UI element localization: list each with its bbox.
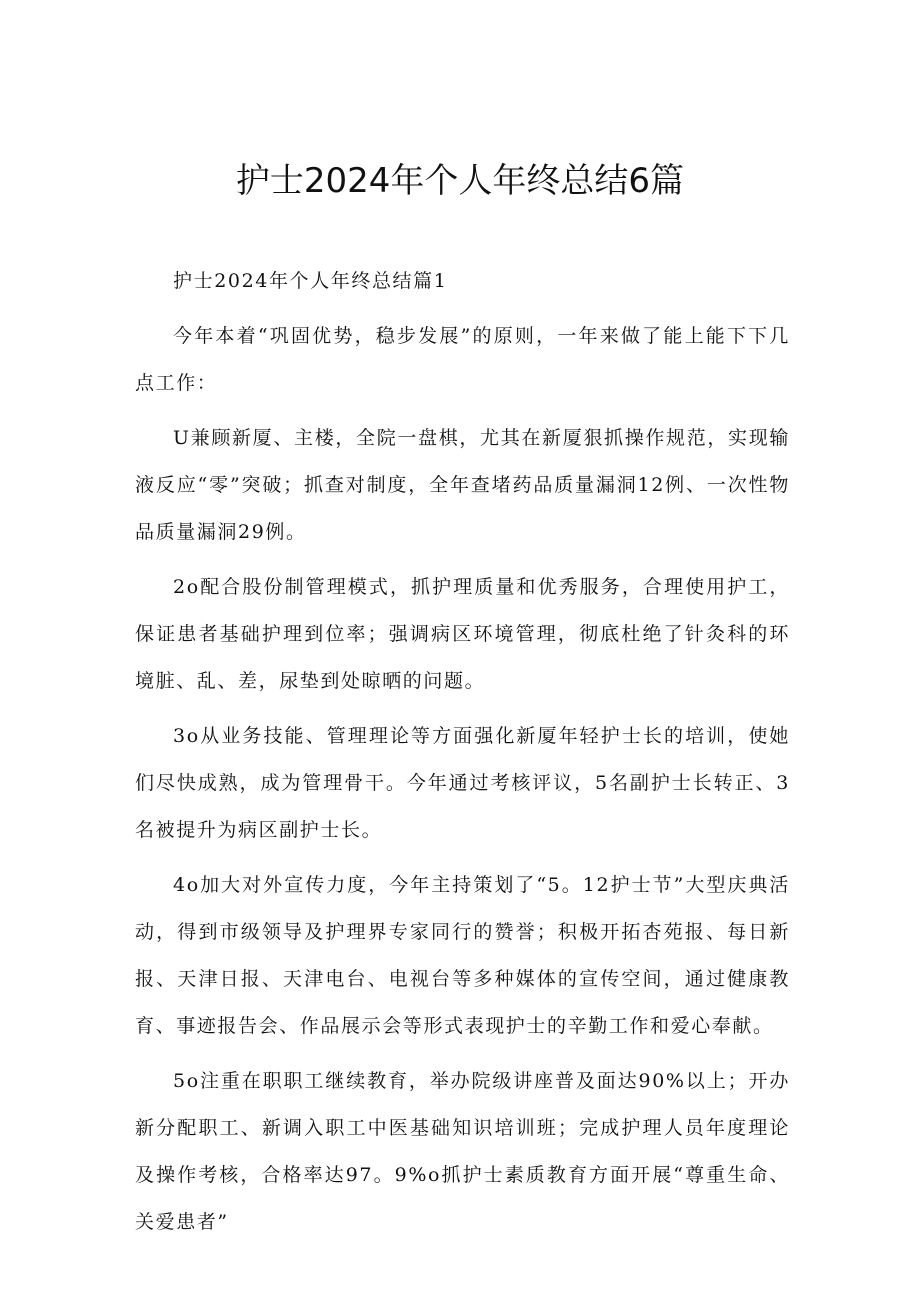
paragraph-item-5: 5o注重在职职工继续教育，举办院级讲座普及面达90%以上；开办新分配职工、新调入职工中医基础知识培训班；完成护理人员年度理论及操作考核，合格率达97。9%o抓护士素质教育方面开展“尊重生命、关爱患者” bbox=[135, 1070, 790, 1233]
paragraph-item-4: 4o加大对外宣传力度，今年主持策划了“5。12护士节”大型庆典活动，得到市级领导及护理界专家同行的赞誉；积极开拓杏苑报、每日新报、天津日报、天津电台、电视台等多种媒体的宣传空间，通过健康教育、事迹报告会、作品展示会等形式表现护士的辛勤工作和爱心奉献。 bbox=[135, 874, 790, 1037]
paragraph-item-1: U兼顾新厦、主楼，全院一盘棋，尤其在新厦狠抓操作规范，实现输液反应“零”突破；抓查对制度，全年查堵药品质量漏洞12例、一次性物品质量漏洞29例。 bbox=[135, 427, 790, 543]
paragraph-item-2: 2o配合股份制管理模式，抓护理质量和优秀服务，合理使用护工，保证患者基础护理到位率；强调病区环境管理，彻底杜绝了针灸科的环境脏、乱、差，尿垫到处晾晒的问题。 bbox=[135, 576, 790, 692]
section-heading: 护士2024年个人年终总结篇1 bbox=[173, 270, 448, 292]
document-title: 护士2024年个人年终总结6篇 bbox=[235, 161, 685, 201]
document-body bbox=[135, 258, 790, 1254]
paragraph-item-3: 3o从业务技能、管理理论等方面强化新厦年轻护士长的培训，使她们尽快成熟，成为管理骨干。今年通过考核评议，5名副护士长转正、3名被提升为病区副护士长。 bbox=[135, 725, 790, 841]
paragraph-intro: 今年本着“巩固优势，稳步发展”的原则，一年来做了能上能下下几点工作： bbox=[135, 325, 790, 394]
